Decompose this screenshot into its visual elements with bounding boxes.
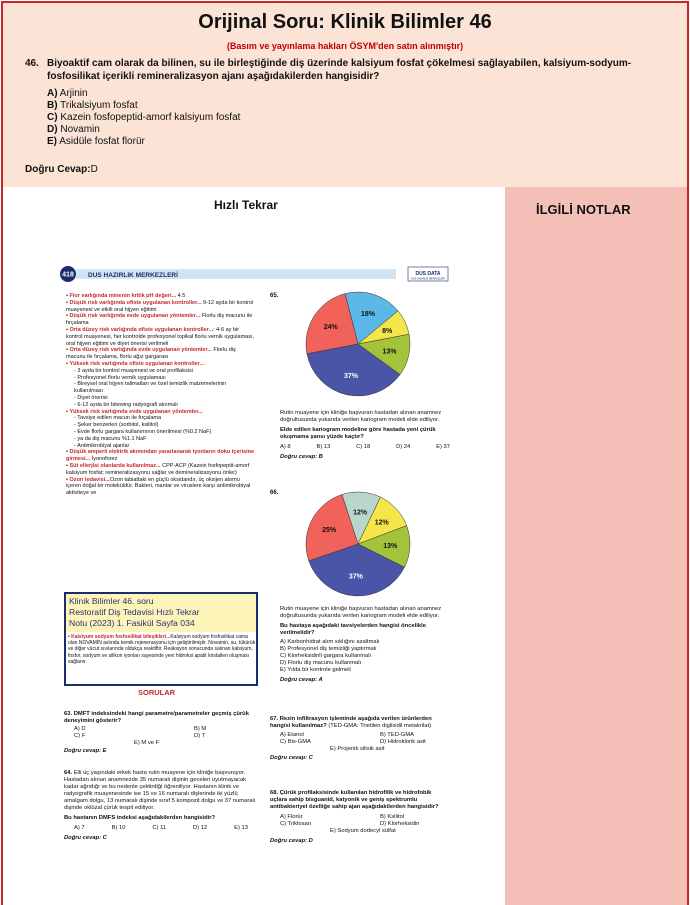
copyright-notice: (Basım ve yayınlama hakları ÖSYM'den satın alınmıştır): [226, 41, 464, 51]
q66-options: A) Karbonhidrat alım sıklığını azaltmalı B) Profesyonel diş temizliği yaptırmalı C) Klorheksidinli gargara kullanmalı D) Florlu diş macunu kullanmalı E) Yılda bir kontrole gelmeli: [280, 639, 380, 673]
source-overlay-box: [64, 592, 258, 686]
overlay-line-1: Klinik Bilimler 46. soru: [69, 596, 154, 606]
option-e: E) Asidüle fosfat florür: [47, 136, 145, 147]
overlay-line-3: Notu (2023) 1. Fasikül Sayfa 034: [69, 618, 195, 628]
q63-option-e: E) M ve F: [134, 740, 160, 746]
q66-answer: Doğru cevap: A: [280, 677, 323, 683]
questions-heading: SORULAR: [138, 688, 176, 697]
q63-option-c: C) F: [74, 733, 86, 739]
cariogram-pie-1: [306, 292, 410, 396]
q68-option-e: E) Sodyum dodecyl sülfat: [330, 828, 396, 834]
option-b: B) Trikalsiyum fosfat: [47, 100, 138, 111]
pie-slice-label: 37%: [343, 372, 358, 380]
logo-text: DUS DATA: [415, 271, 441, 277]
overlay-label: [66, 594, 256, 632]
option-a: A) Arjinin: [47, 88, 88, 99]
related-notes-heading: İLGİLİ NOTLAR: [536, 202, 631, 217]
bullet-4: • Orta düzey risk varlığında ofiste uygulanan kontroller...: 4-6 ay bir kontrol muayenesi, her kontrolde profesyonel topikal florlu vernik uygulaması, oral hijyen eğitimi ve diyet önerisi verilmeli: [66, 326, 255, 347]
sub-item: - Şeker benzerleri (sorbitol, ksilitol): [74, 422, 159, 429]
cariogram-pie-2: [306, 492, 410, 596]
q67-option-a: A) Etanol: [280, 732, 304, 738]
bullet-7-sublist: [66, 415, 256, 449]
pie-slice-label: 25%: [322, 527, 337, 535]
pie-slice-label: 13%: [382, 348, 397, 356]
q67-option-c: C) Bis-GMA: [280, 739, 311, 745]
question-63: 63. DMFT indeksindeki hangi parametre/parametreler geçmiş çürük deneyimini gösterir? A) D B) M C) F D) T E) M ve F Doğru cevap: E: [64, 711, 258, 755]
q64-stem: Bu hastanın DMFS indeksi aşağıdakilerden hangisidir?: [64, 815, 216, 821]
sub-item: - 6-12 ayda bir bitewing radyografi alınmalı: [74, 401, 178, 408]
q64-options: A) 7 B) 10 C) 11 D) 12 E) 13: [74, 825, 248, 831]
bullet-10: • Ozon tedavisi...Ozon tabiattaki en güçlü oksidandır, üç oksijen atomu içeren doğal bir moleküldür. Bakteri, mantar ve viruslere karşı antimikrobiyal aktiviteye ve: [66, 476, 251, 497]
bullet-5: • Orta düzey risk varlığında evde uygulanan yöntemler... Florlu diş macunu ile fırçalama, florlu ağız gargarası: [66, 347, 236, 361]
question-panel: [3, 3, 687, 187]
question-text: [25, 57, 655, 83]
sub-item: - Evde florlu gargara kullanımının önerilmesi (%0.2 NaF): [74, 428, 212, 435]
q63-option-b: B) M: [194, 726, 207, 732]
book-left-column: [66, 293, 256, 504]
bullet-1: • Flor varlığında minenin kritik pH değeri... 4.5: [66, 293, 186, 299]
option-c: C) Kazein fosfopeptid-amorf kalsiyum fosfat: [47, 112, 241, 123]
q68-option-d: D) Klorheksidin: [380, 821, 420, 827]
question-68: 68. Çürük profilaksisinde kullanılan hidrofilik ve hidrofobik uçlara sahip bisguanid, katyonik ve geniş spektrumlu antibakteriyel özelliğe sahip ajan aşağıdakilerden hangisidir? A) Florür B) Ksilitol C) Triklosan D) Klorheksidin E) Sodyum dodecyl sülfat Doğru cevap: D: [270, 790, 450, 845]
q67-option-d: D) Hidroklorik asit: [380, 739, 426, 745]
sub-item: - Antimikrobiyal ajanlar: [74, 442, 130, 449]
q68-option-a: A) Florür: [280, 814, 303, 820]
quick-review-heading: Hızlı Tekrar: [214, 198, 278, 212]
question-body: Biyoaktif cam olarak da bilinen, su ile birleştiğinde diş üzerinde kalsiyum fosfat çökelmesi sağlayabilen, kalsiyum-sodyum-fosfosilikat içerikli remineralizasyon ajanı aşağıdakilerden hangisidir?: [47, 58, 632, 82]
bullet-11: • Kalsiyum sodyum fosfosilikat bileşikleri...Kalsiyum sodyum fosfosilikat cama olan NOVAMİN aslında kemik rejenerasyonu için geliştirilmiştir. Novamin, su, tükürük ve diğer vücut sıvılarında oldukça reaktiftir. Reaksiyon sonucunda salınan kalsiyum, fosfor, sodyum ve silikon iyonları sayesinde yeni hidroksi apatit kristalleri oluşması sağlanır.: [68, 634, 256, 665]
q68-answer: Doğru cevap: D: [270, 838, 313, 844]
bullet-2: • Düşük risk varlığında ofiste uygulanan kontroller... 9-12 ayda bir kontrol muayenesi ve etkili oral hijyen eğitimi: [66, 299, 254, 313]
question-67: 67. Rezin infiltrasyon işleminde aşağıda verilen ürünlerden hangisi kullanılmaz? (TED-GMA: Trietilen diglisidil metakrilat) A) Etanol B) TED-GMA C) Bis-GMA D) Hidroklorik asit E) Projenik silisik asit Doğru cevap: C: [270, 716, 450, 762]
pie-slice-label: 8%: [382, 327, 393, 335]
q65-stem: Elde edilen kariogram modeline göre hastada yeni çürük oluşmama şansı yüzde kaçtır?: [280, 427, 436, 440]
sub-item: - Profesyonel florlu vernik uygulaması: [74, 374, 166, 381]
pie-slice-label: 18%: [360, 310, 375, 318]
bullet-8: • Düşük amperli elektrik akımından yararlanarak iyonların doku içerisine girmesi... İyonoforez: [66, 449, 255, 463]
option-d: D) Novamin: [47, 124, 100, 135]
logo-subtext: DUS HAZIRLIK MERKEZLERİ: [411, 277, 445, 281]
sub-item: - Diyet önerisi: [74, 394, 108, 401]
question-65-number: 65.: [270, 293, 279, 299]
bullet-6: • Yüksek risk varlığında ofiste uygulanan kontroller...: [66, 360, 204, 367]
q64-answer: Doğru cevap: C: [64, 835, 107, 841]
correct-answer: Doğru Cevap:D: [25, 164, 98, 175]
q67-option-b: B) TED-GMA: [380, 732, 415, 738]
header-title: DUS HAZIRLIK MERKEZLERİ: [88, 272, 178, 279]
sub-item: - ya da diş macunu %1.1 NaF: [74, 435, 147, 442]
q65-answer: Doğru cevap: B: [280, 454, 323, 460]
page-title: Orijinal Soru: Klinik Bilimler 46: [198, 11, 492, 33]
q67-option-e: E) Projenik silisik asit: [330, 746, 385, 752]
pie-slice-label: 24%: [323, 324, 338, 332]
overlay-line-2: Restoratif Diş Tedavisi Hızlı Tekrar: [69, 607, 200, 617]
q63-option-a: A) D: [74, 726, 86, 732]
bullet-3: • Düşük risk varlığında evde uygulanan yöntemler... Florlu diş macunu ile fırçalama: [66, 313, 253, 327]
sub-item: - Bireysel oral hijyen talimatları ve özel temizlik malzemelerinin kullanılması: [74, 381, 227, 395]
bullet-6-sublist: [66, 368, 256, 409]
pie-slice-label: 13%: [383, 543, 398, 551]
book-page: [58, 264, 452, 900]
pie-slice-label: 12%: [374, 519, 389, 527]
q68-option-c: C) Triklosan: [280, 821, 311, 827]
sub-item: - Tavsiye edilen macun ile fırçalama: [74, 415, 162, 422]
q67-answer: Doğru cevap: C: [270, 755, 313, 761]
q65-options: A) 8 B) 13 C) 18 D) 24 E) 37: [280, 444, 450, 450]
bullet-9: • Süt ellerjisi olanlarda kullanılmaz... CPP-ACP (Kazein fosfopeptit-amorf kalsiyum fosfat; remineralizasyonu sağlar ve demineralizasyonu önler): [66, 462, 250, 476]
question-number: 46.: [25, 58, 39, 69]
q66-stem: Bu hastaya aşağıdaki tavsiyelerden hangisi öncelikle verilmelidir?: [280, 623, 426, 636]
related-notes-column: [505, 187, 687, 905]
question-66: Rutin muayene için kliniğe başvuran hastadan alınan anamnez doğrultusunda yukarıda verilen kariogram modeli elde ediliyor. Bu hastaya aşağıdaki tavsiyelerden hangisi öncelikle verilmelidir? A) Karbonhidrat alım sıklığını azaltmalı B) Profesyonel diş temizliği yaptırmalı C) Klorheksidinli gargara kullanmalı D) Florlu diş macunu kullanmalı E) Yılda bir kontrole gelmeli Doğru cevap: A: [280, 606, 450, 684]
q63-answer: Doğru cevap: E: [64, 748, 107, 754]
pie-slice-label: 12%: [353, 509, 368, 517]
page-number: 418: [62, 271, 74, 279]
q68-option-b: B) Ksilitol: [380, 814, 405, 820]
bullet-7: • Yüksek risk varlığında evde uygulanan yöntemler...: [66, 408, 203, 415]
q63-option-d: D) T: [194, 733, 206, 739]
question-64: 64. Elli üç yaşındaki erkek hasta rutin muayene için kliniğe başvuruyor. Hastadan alınan anamnezde 35 numaralı dişinin geceleri uyutmayacak kadar ağrıdığı ve bu nedenle çektirdiği öğreniliyor. Hastanın klinik ve radyografik muayenesinde ise 15 ve 16 numaralı dişlerinde iki yüzlü amalgam dolgu, 13 numaralı dişinde sınıf 5 kompozit dolgu ve 37 numaralı dişinde oklüzal çürük tespit ediliyor. Bu hastanın DMFS indeksi aşağıdakilerden hangisidir? A) 7 B) 10 C) 11 D) 12 E) 13 Doğru cevap: C: [64, 770, 258, 842]
question-65: Rutin muayene için kliniğe başvuran hastadan alınan anamnez doğrultusunda yukarıda verilen kariogram modeli elde ediliyor. Elde edilen kariogram modeline göre hastada yeni çürük oluşmama şansı yüzde kaçtır? A) 8 B) 13 C) 18 D) 24 E) 37 Doğru cevap: B: [280, 410, 450, 460]
answer-options: [47, 88, 240, 148]
pie-slice-label: 37%: [348, 573, 363, 581]
question-66-number: 66.: [270, 490, 279, 496]
sub-item: - 3 ayda bir kontrol muayenesi ve oral profilaksisi: [74, 367, 193, 374]
